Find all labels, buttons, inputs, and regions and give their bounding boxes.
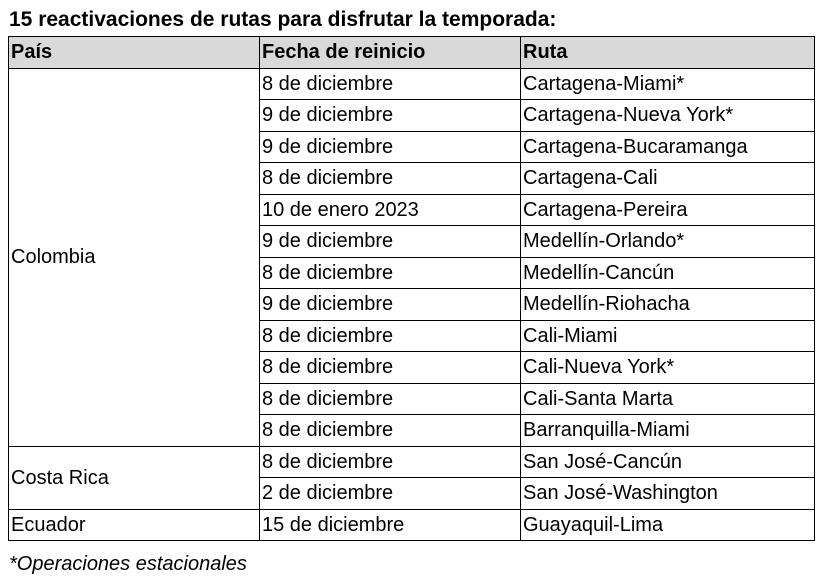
column-header-route: Ruta — [521, 37, 815, 69]
route-cell: Cartagena-Bucaramanga — [521, 131, 815, 163]
route-cell: Medellín-Cancún — [521, 257, 815, 289]
route-cell: Medellín-Orlando* — [521, 226, 815, 258]
routes-table — [8, 36, 815, 541]
route-cell: Guayaquil-Lima — [521, 509, 815, 541]
restart-date-cell: 8 de diciembre — [260, 352, 521, 384]
restart-date-cell: 8 de diciembre — [260, 163, 521, 195]
restart-date-cell: 8 de diciembre — [260, 320, 521, 352]
routes-table-body — [9, 68, 815, 541]
footnote: *Operaciones estacionales — [9, 553, 247, 575]
restart-date-cell: 9 de diciembre — [260, 289, 521, 321]
table-row — [9, 68, 815, 100]
route-cell: Cartagena-Cali — [521, 163, 815, 195]
route-cell: Cartagena-Nueva York* — [521, 100, 815, 132]
restart-date-cell: 9 de diciembre — [260, 226, 521, 258]
page-title: 15 reactivaciones de rutas para disfrutar la temporada: — [9, 8, 557, 31]
country-cell: Costa Rica — [9, 446, 260, 509]
restart-date-cell: 8 de diciembre — [260, 415, 521, 447]
restart-date-cell: 8 de diciembre — [260, 383, 521, 415]
restart-date-cell: 8 de diciembre — [260, 68, 521, 100]
route-cell: Cali-Miami — [521, 320, 815, 352]
route-cell: San José-Washington — [521, 478, 815, 510]
country-cell: Ecuador — [9, 509, 260, 541]
route-cell: Cali-Nueva York* — [521, 352, 815, 384]
route-cell: Cartagena-Miami* — [521, 68, 815, 100]
column-header-date: Fecha de reinicio — [260, 37, 521, 69]
column-header-country: País — [9, 37, 260, 69]
restart-date-cell: 8 de diciembre — [260, 257, 521, 289]
restart-date-cell: 15 de diciembre — [260, 509, 521, 541]
restart-date-cell: 2 de diciembre — [260, 478, 521, 510]
route-cell: Barranquilla-Miami — [521, 415, 815, 447]
restart-date-cell: 8 de diciembre — [260, 446, 521, 478]
country-cell: Colombia — [9, 68, 260, 446]
table-header-row — [9, 37, 815, 69]
restart-date-cell: 9 de diciembre — [260, 100, 521, 132]
route-cell: Medellín-Riohacha — [521, 289, 815, 321]
table-row — [9, 446, 815, 478]
route-cell: Cali-Santa Marta — [521, 383, 815, 415]
route-cell: Cartagena-Pereira — [521, 194, 815, 226]
table-row — [9, 509, 815, 541]
restart-date-cell: 9 de diciembre — [260, 131, 521, 163]
route-cell: San José-Cancún — [521, 446, 815, 478]
restart-date-cell: 10 de enero 2023 — [260, 194, 521, 226]
